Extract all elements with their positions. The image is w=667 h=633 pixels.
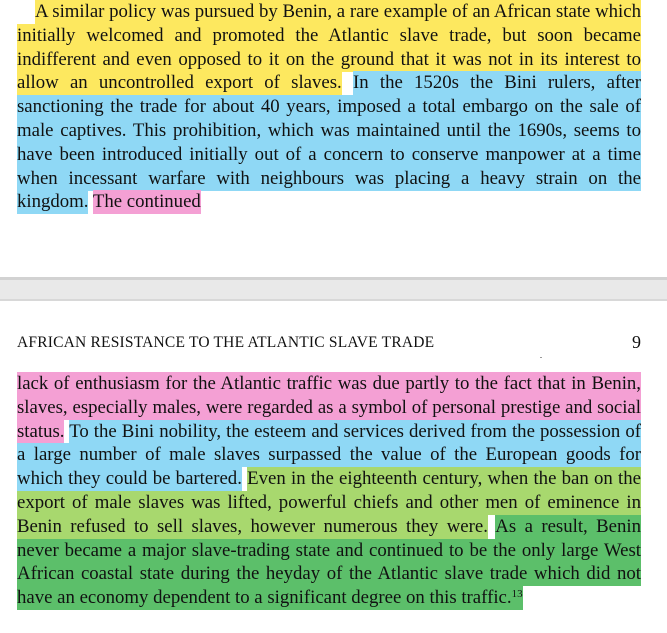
footnote-reference: 13 [511, 588, 523, 601]
page-top [0, 0, 667, 277]
scan-speck [540, 357, 542, 358]
highlight-blue-sentence-2: To the Bini nobility, the esteem and services derived from the possession of a large number of male slaves surpassed the value of the European goods for which they could be bartered. [17, 420, 641, 490]
running-head: AFRICAN RESISTANCE TO THE ATLANTIC SLAVE TRADE [17, 334, 435, 351]
highlight-pink-sentence-start: The continued [92, 191, 201, 213]
highlight-pink-sentence-end: lack of enthusiasm for the Atlantic traffic was due partly to the fact that in Benin, slaves, especially males, were regarded as a symbol of personal prestige and social status. [17, 373, 641, 442]
highlight-green-text: As a result, Benin never became a major slave-trading state and continued to be the only large West African coastal state during the heyday of the Atlantic slave trade which did not have an economy dependent to a significant degree on this traffic. [17, 515, 642, 609]
paragraph-main [17, 372, 641, 610]
paragraph-continued-from-previous [17, 0, 641, 214]
page-separator [0, 277, 667, 301]
page-separator-shadow [0, 277, 667, 280]
page-number: 9 [632, 332, 641, 352]
highlight-blue-sentence: In the 1520s the Bini rulers, after sanctioning the trade for about 40 years, imposed a total embargo on the sale of male captives. This prohibition, which was maintained until the 1690s, seems to have been introduced initially out of a concern to conserve manpower at a time when incessant warfare with neighbours was placing a heavy strain on the kingdom. [17, 72, 641, 213]
highlight-lightgreen-sentence: Even in the eighteenth century, when the ban on the export of male slaves was lifted, powerful chiefs and other men of eminence in Benin refused to sell slaves, however numerous they were. [17, 468, 641, 537]
highlight-yellow-sentence: A similar policy was pursued by Benin, a rare example of an African state which initially welcomed and promoted the Atlantic slave trade, but soon became indifferent and even opposed to it on the ground that it was not in its interest to allow an uncontrolled export of slaves. [17, 1, 641, 94]
